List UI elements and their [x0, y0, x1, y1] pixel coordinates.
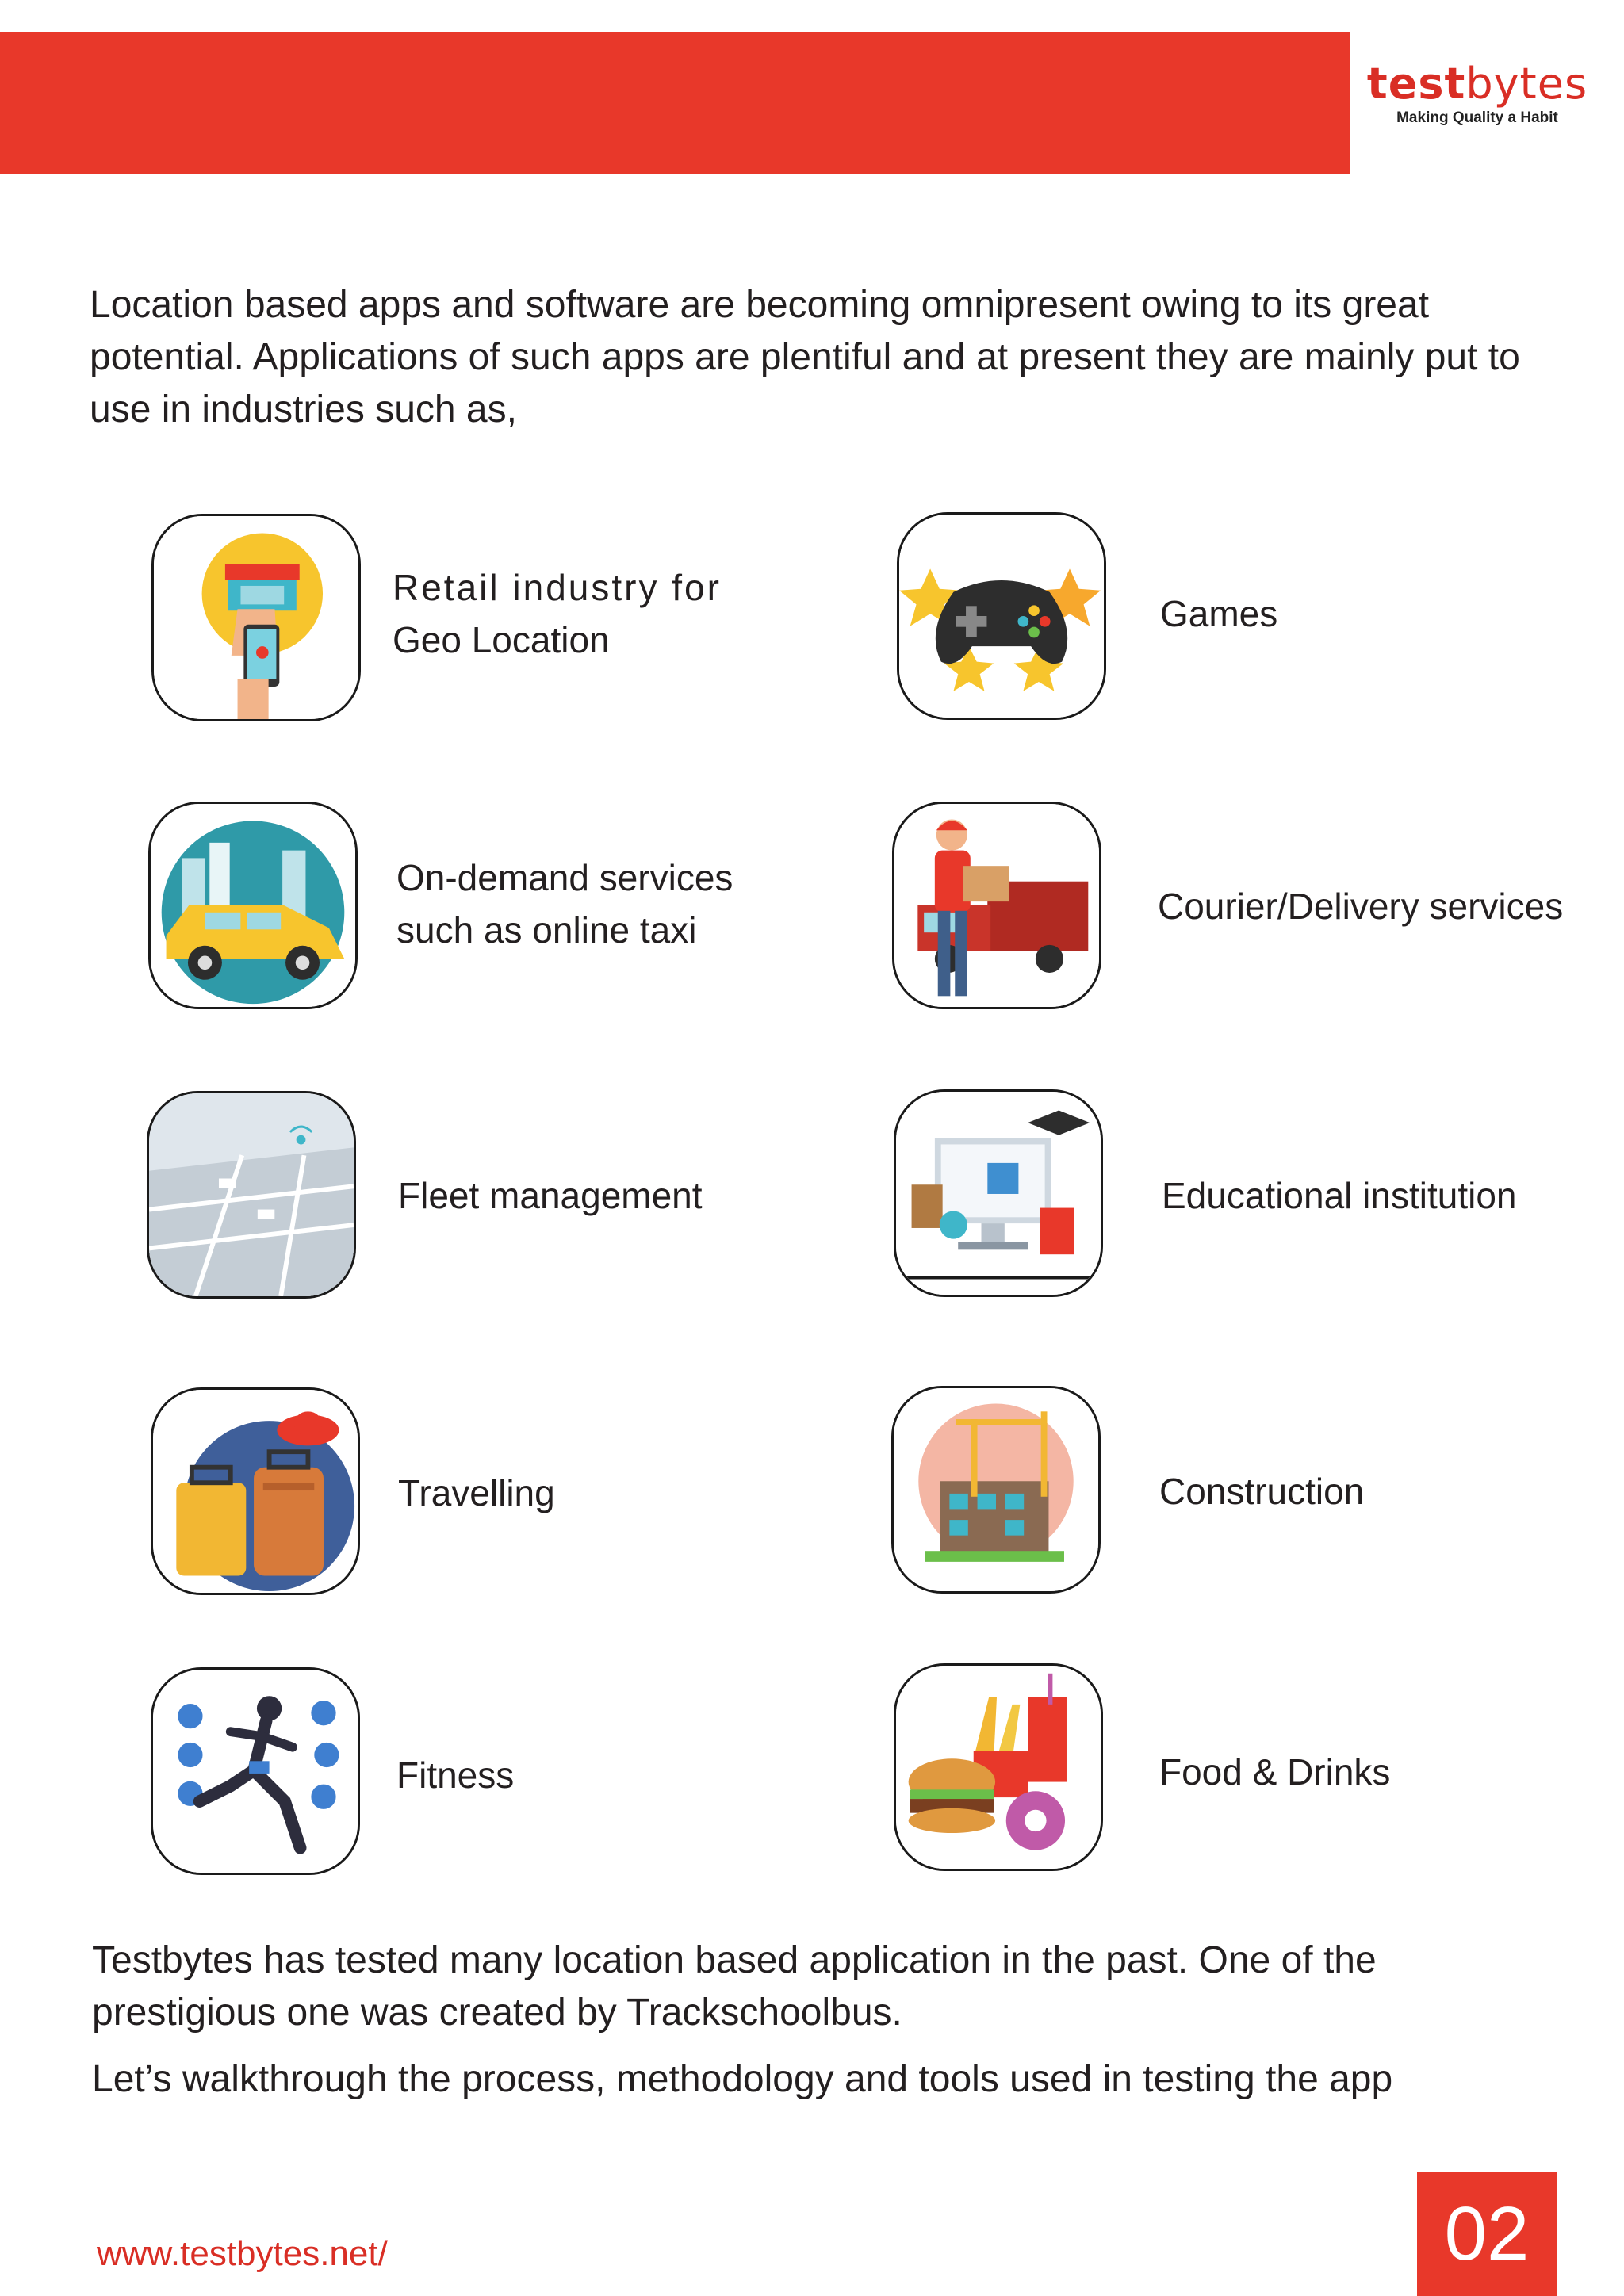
- industry-label-courier: Courier/Delivery services: [1158, 886, 1564, 927]
- industry-label-on-demand: On-demand services such as online taxi: [396, 857, 733, 951]
- burger-drink-icon: [894, 1663, 1103, 1871]
- luggage-icon: [151, 1387, 360, 1595]
- construction-crane-icon: [891, 1386, 1101, 1594]
- industry-label-construction: Construction: [1159, 1471, 1365, 1512]
- industry-label-fitness: Fitness: [396, 1755, 515, 1796]
- game-controller-icon: [897, 512, 1106, 720]
- industry-label-retail: Retail industry for Geo Location: [393, 567, 722, 660]
- header-bar: [0, 32, 1350, 174]
- taxi-icon: [148, 802, 358, 1009]
- outro-section: [92, 1934, 1567, 2106]
- outro-paragraph-1: Testbytes has tested many location based application in the past. One of the prestigious one was created by Trackschoolbus.: [92, 1939, 1377, 2034]
- industry-label-travelling: Travelling: [398, 1472, 555, 1513]
- city-map-icon: [147, 1091, 356, 1299]
- runner-icon: [151, 1667, 360, 1875]
- industry-label-food: Food & Drinks: [1159, 1751, 1391, 1793]
- industry-label-games: Games: [1160, 593, 1278, 634]
- education-computer-icon: [894, 1089, 1103, 1297]
- footer-website-link[interactable]: www.testbytes.net/: [97, 2234, 388, 2273]
- outro-paragraph-2: Let’s walkthrough the process, methodology and tools used in testing the app: [92, 2058, 1393, 2100]
- delivery-truck-icon: [892, 802, 1101, 1009]
- industry-label-fleet: Fleet management: [398, 1175, 703, 1216]
- intro-paragraph: Location based apps and software are becoming omnipresent owing to its great potential. Applications of such apps are plentiful and at present they are mainly put to use in industries such as,: [90, 284, 1520, 430]
- industry-label-education: Educational institution: [1162, 1175, 1517, 1216]
- brand-name: testbytes: [1366, 59, 1588, 109]
- brand-logo: [1362, 60, 1592, 127]
- brand-tagline: Making Quality a Habit: [1396, 109, 1558, 126]
- retail-store-map-icon: [151, 514, 361, 721]
- page-number: 02: [1417, 2172, 1557, 2296]
